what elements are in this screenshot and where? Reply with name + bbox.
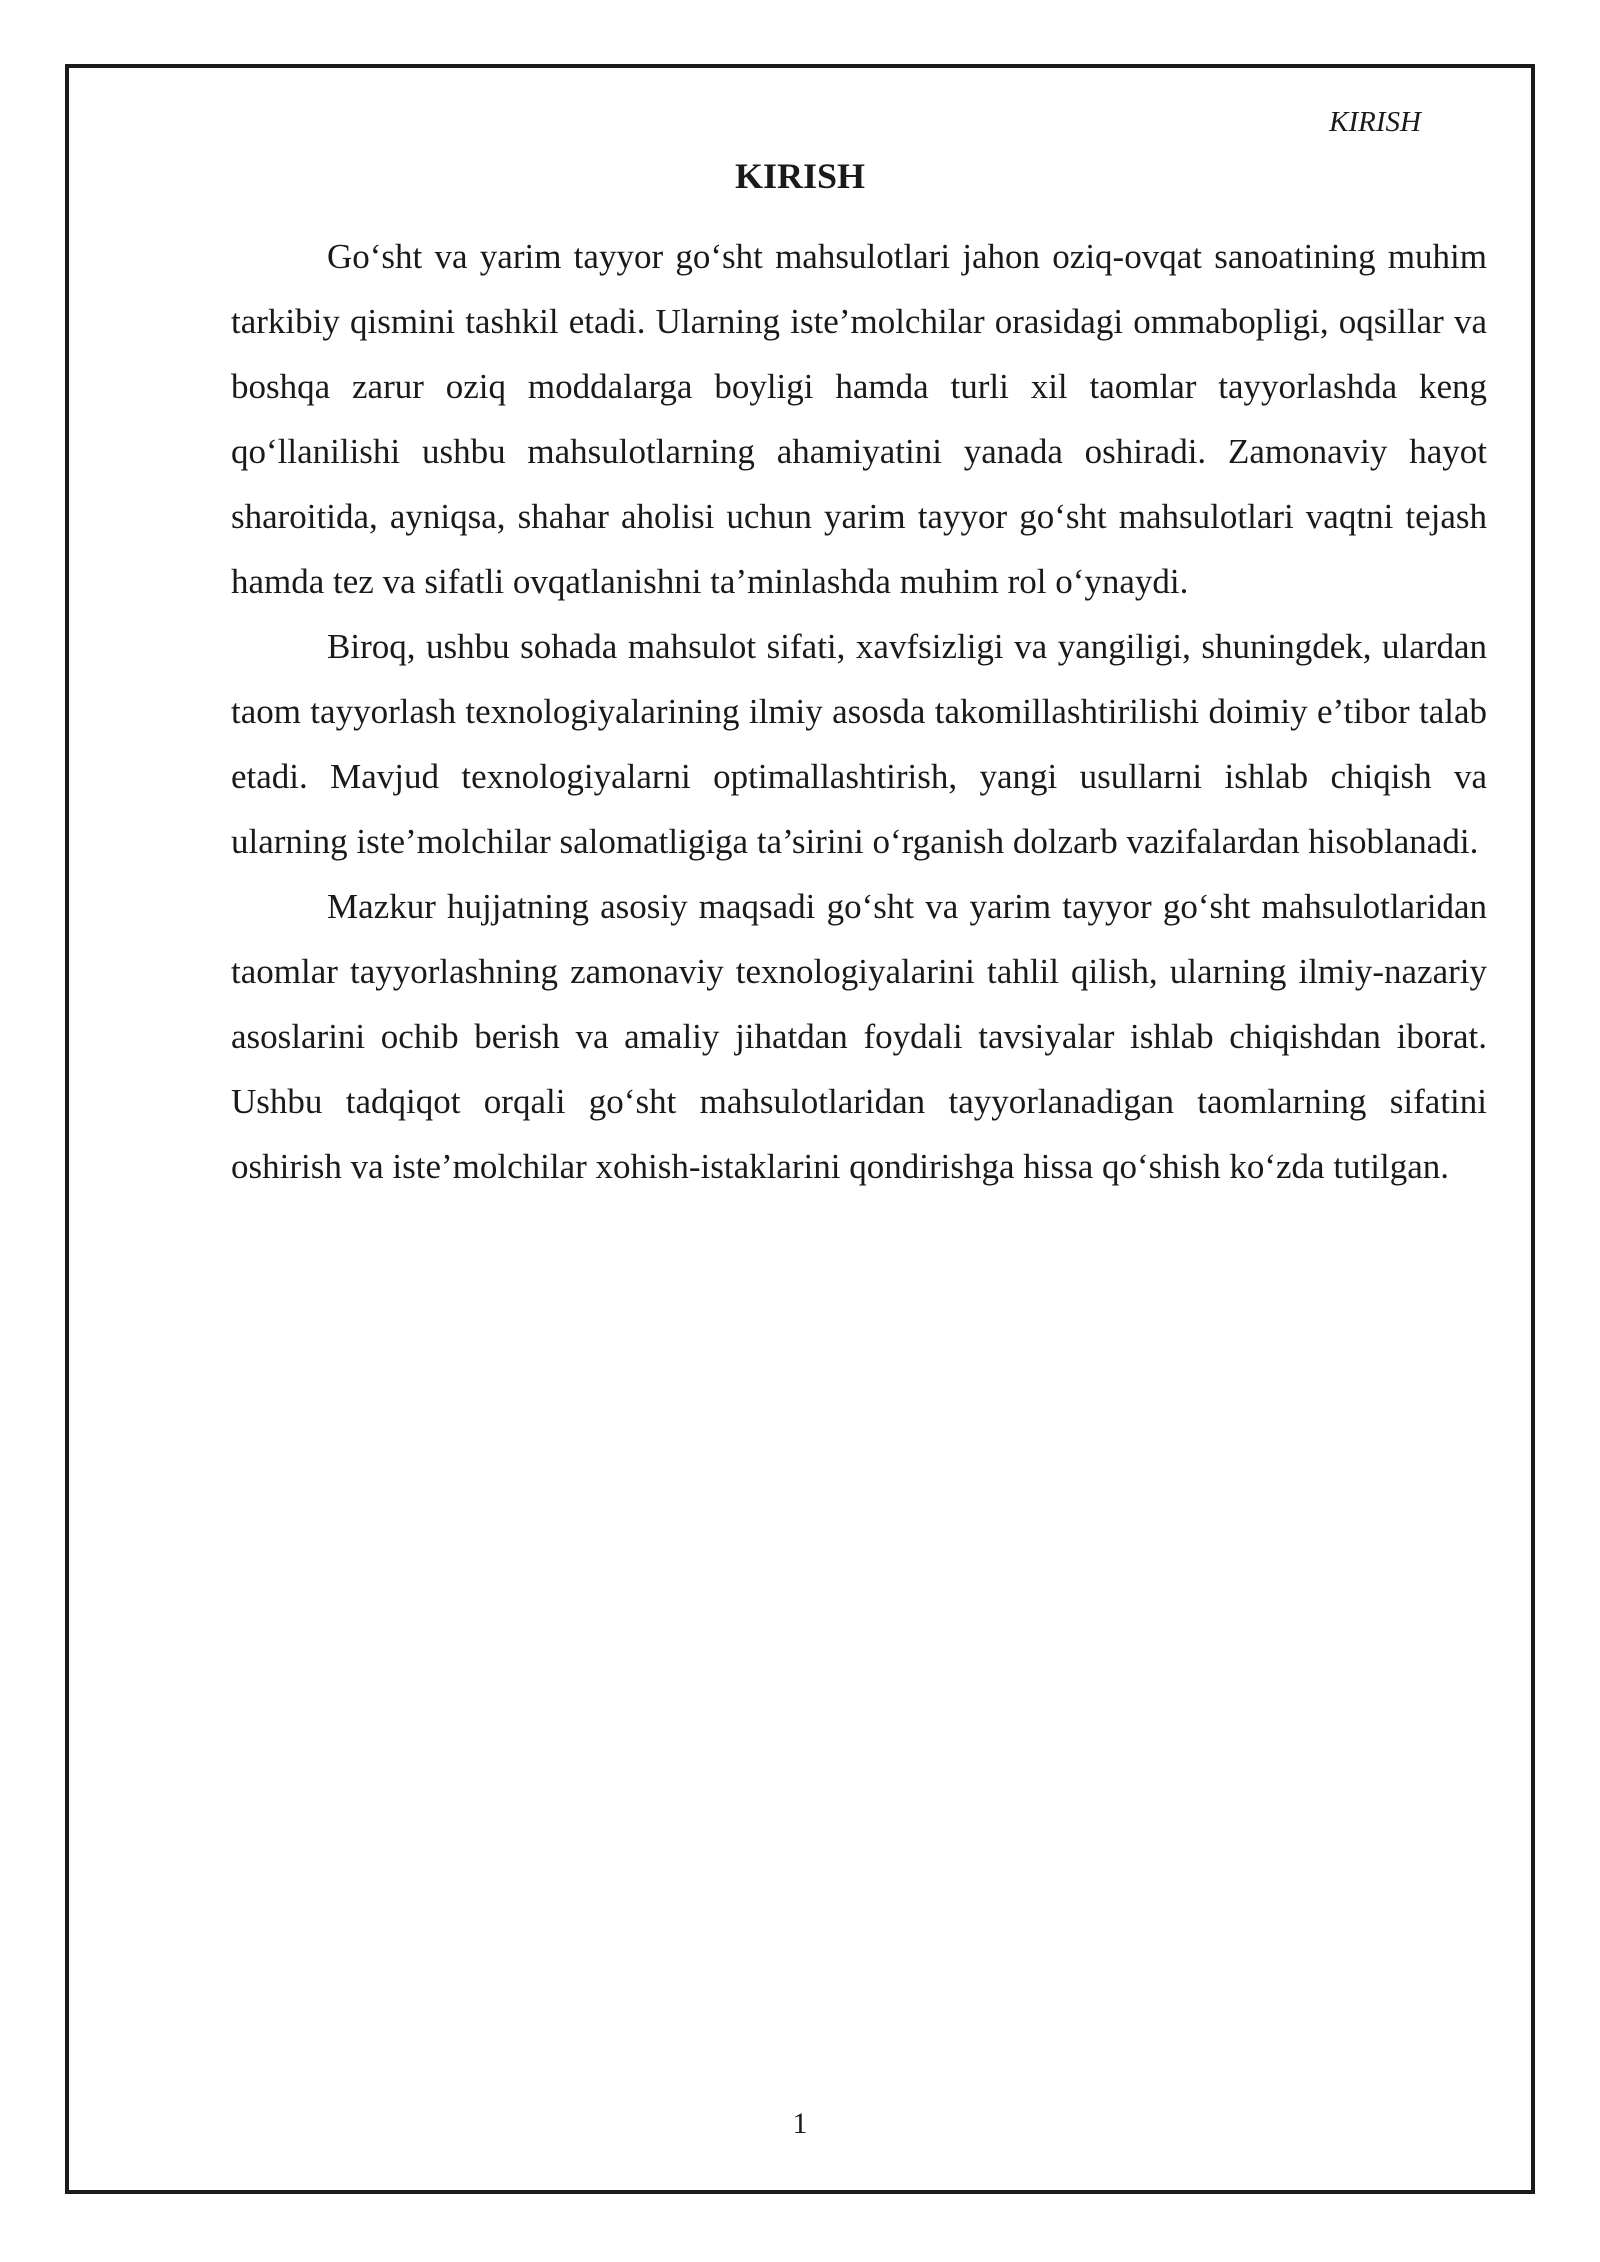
- running-header: KIRISH: [1329, 106, 1421, 138]
- body-text: [231, 224, 1487, 1199]
- page-title: KIRISH: [734, 156, 866, 196]
- page-frame: [65, 64, 1535, 2194]
- paragraph-3: Mazkur hujjatning asosiy maqsadi go‘sht va yarim tayyor go‘sht mahsulotlaridan taomlar tayyorlashning zamonaviy texnologiyalarini tahlil qilish, ularning ilmiy-nazariy asoslarini ochib berish va amaliy jihatdan foydali tavsiyalar ishlab chiqishdan iborat. Ushbu tadqiqot orqali go‘sht mahsulotlaridan tayyorlanadigan taomlarning sifatini oshirish va iste’molchilar xohish-istaklarini qondirishga hissa qo‘shish ko‘zda tutilgan.: [231, 887, 1487, 1186]
- paragraph-2: Biroq, ushbu sohada mahsulot sifati, xavfsizligi va yangiligi, shuningdek, ulardan taom tayyorlash texnologiyalarining ilmiy asosda takomillashtirilishi doimiy e’tibor talab etadi. Mavjud texnologiyalarni optimallashtirish, yangi usullarni ishlab chiqish va ularning iste’molchilar salomatligiga ta’sirini o‘rganish dolzarb vazifalardan hisoblanadi.: [231, 627, 1487, 861]
- paragraph-1: Go‘sht va yarim tayyor go‘sht mahsulotlari jahon oziq-ovqat sanoatining muhim tarkibiy qismini tashkil etadi. Ularning iste’molchilar orasidagi ommabopligi, oqsillar va boshqa zarur oziq moddalarga boyligi hamda turli xil taomlar tayyorlashda keng qo‘llanilishi ushbu mahsulotlarning ahamiyatini yanada oshiradi. Zamonaviy hayot sharoitida, ayniqsa, shahar aholisi uchun yarim tayyor go‘sht mahsulotlari vaqtni tejash hamda tez va sifatli ovqatlanishni ta’minlashda muhim rol o‘ynaydi.: [231, 237, 1487, 601]
- page-number: 1: [792, 2107, 808, 2140]
